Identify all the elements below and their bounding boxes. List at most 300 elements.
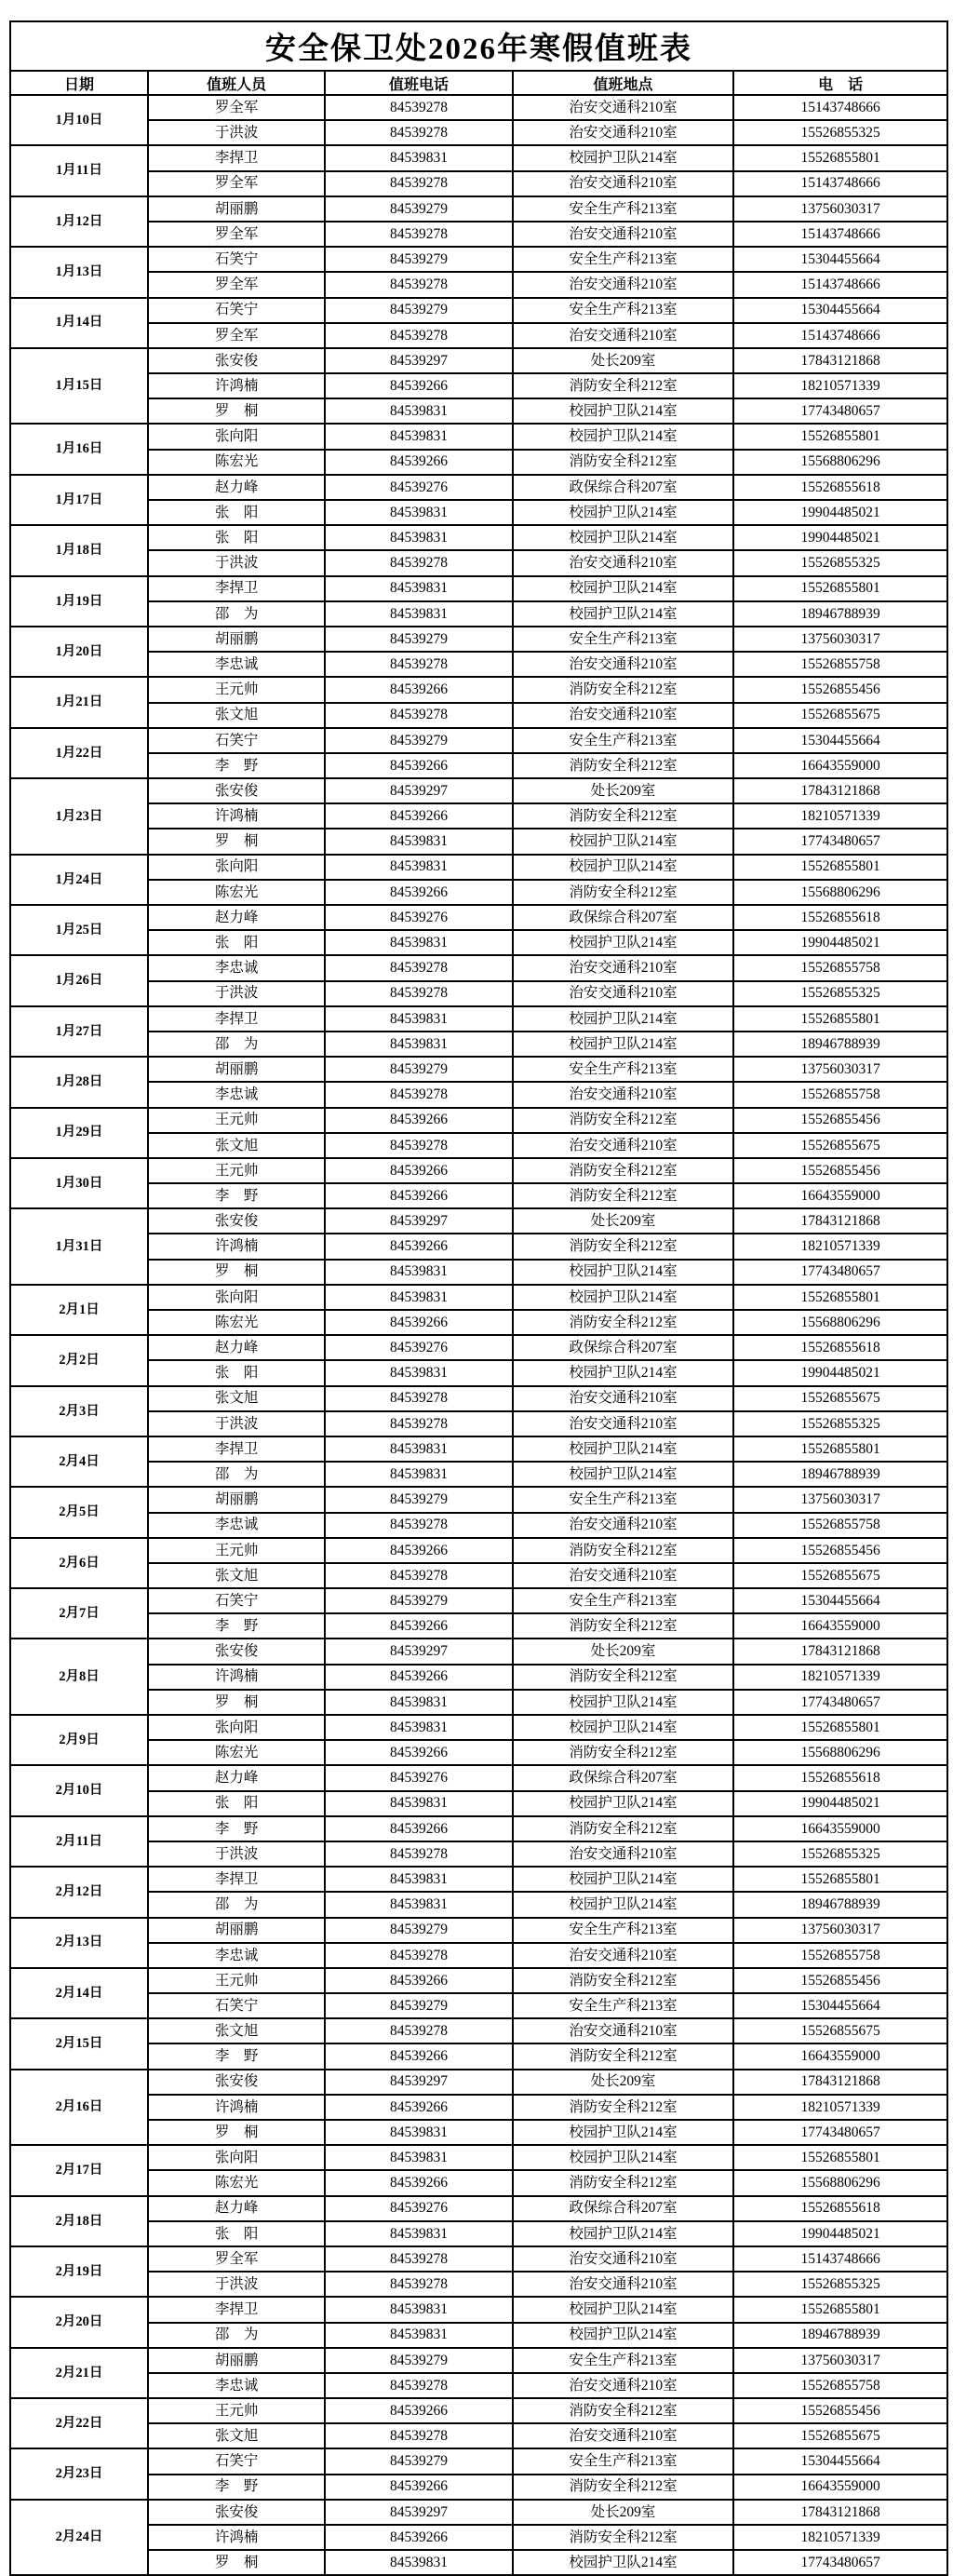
date-cell: 2月21日 (10, 2348, 148, 2398)
name-cell: 石笑宁 (148, 728, 325, 753)
table-row (10, 855, 947, 880)
duty-phone-cell: 84539278 (325, 1133, 512, 1158)
duty-phone-cell: 84539831 (325, 2145, 512, 2170)
name-cell: 张文旭 (148, 2018, 325, 2043)
phone-cell: 15304455664 (733, 2448, 947, 2474)
name-cell: 李 野 (148, 2043, 325, 2069)
table-row (10, 2525, 947, 2550)
phone-cell: 15526855675 (733, 703, 947, 728)
date-cell: 1月17日 (10, 475, 148, 525)
duty-phone-cell: 84539279 (325, 1918, 512, 1943)
table-row (10, 1690, 947, 1715)
location-cell: 安全生产科213室 (513, 196, 734, 222)
phone-cell: 18946788939 (733, 1462, 947, 1487)
location-cell: 治安交通科210室 (513, 2246, 734, 2272)
location-cell: 治安交通科210室 (513, 1563, 734, 1588)
table-row (10, 1816, 947, 1841)
table-row (10, 2550, 947, 2575)
duty-phone-cell: 84539297 (325, 348, 512, 373)
duty-phone-cell: 84539831 (325, 1892, 512, 1917)
duty-phone-cell: 84539266 (325, 1538, 512, 1563)
phone-cell: 15526855456 (733, 1158, 947, 1183)
duty-phone-cell: 84539276 (325, 1765, 512, 1790)
name-cell: 罗 桐 (148, 2550, 325, 2575)
duty-phone-cell: 84539831 (325, 1867, 512, 1892)
date-cell: 1月31日 (10, 1208, 148, 1285)
phone-cell: 17843121868 (733, 2070, 947, 2095)
location-cell: 校园护卫队214室 (513, 855, 734, 880)
duty-phone-cell: 84539831 (325, 2221, 512, 2246)
phone-cell: 19904485021 (733, 2221, 947, 2246)
duty-phone-cell: 84539266 (325, 2475, 512, 2500)
table-row (10, 2196, 947, 2221)
table-row (10, 373, 947, 398)
table-row (10, 500, 947, 525)
table-row (10, 1057, 947, 1082)
location-cell: 治安交通科210室 (513, 1386, 734, 1411)
date-cell: 2月3日 (10, 1386, 148, 1436)
duty-phone-cell: 84539831 (325, 2323, 512, 2348)
table-row (10, 576, 947, 601)
duty-phone-cell: 84539279 (325, 627, 512, 652)
name-cell: 李忠诚 (148, 955, 325, 980)
location-cell: 安全生产科213室 (513, 728, 734, 753)
duty-phone-cell: 84539279 (325, 196, 512, 222)
duty-phone-cell: 84539276 (325, 475, 512, 500)
name-cell: 胡丽鹏 (148, 627, 325, 652)
location-cell: 校园护卫队214室 (513, 1690, 734, 1715)
phone-cell: 15526855801 (733, 1715, 947, 1740)
duty-phone-cell: 84539831 (325, 2297, 512, 2322)
table-row (10, 348, 947, 373)
location-cell: 安全生产科213室 (513, 627, 734, 652)
duty-phone-cell: 84539266 (325, 1234, 512, 1259)
table-row (10, 2120, 947, 2145)
name-cell: 陈宏光 (148, 2170, 325, 2195)
duty-phone-cell: 84539278 (325, 171, 512, 196)
location-cell: 校园护卫队214室 (513, 500, 734, 525)
date-cell: 1月26日 (10, 955, 148, 1005)
name-cell: 王元帅 (148, 1108, 325, 1133)
duty-phone-cell: 84539831 (325, 398, 512, 424)
name-cell: 赵力峰 (148, 905, 325, 930)
name-cell: 张 阳 (148, 525, 325, 550)
table-row (10, 145, 947, 170)
location-cell: 治安交通科210室 (513, 955, 734, 980)
duty-phone-cell: 84539266 (325, 1158, 512, 1183)
phone-cell: 17743480657 (733, 829, 947, 854)
phone-cell: 15526855618 (733, 2196, 947, 2221)
location-cell: 消防安全科212室 (513, 1816, 734, 1841)
table-row (10, 1867, 947, 1892)
duty-phone-cell: 84539266 (325, 1183, 512, 1208)
location-cell: 处长209室 (513, 778, 734, 803)
table-row (10, 1082, 947, 1107)
phone-cell: 15526855456 (733, 1968, 947, 1993)
location-cell: 安全生产科213室 (513, 298, 734, 323)
name-cell: 罗 桐 (148, 1260, 325, 1285)
table-row (10, 550, 947, 575)
phone-cell: 13756030317 (733, 196, 947, 222)
name-cell: 张安俊 (148, 2500, 325, 2525)
location-cell: 校园护卫队214室 (513, 2323, 734, 2348)
table-row (10, 652, 947, 677)
table-row (10, 424, 947, 449)
date-cell: 2月19日 (10, 2246, 148, 2297)
phone-cell: 15526855758 (733, 1943, 947, 1968)
location-cell: 消防安全科212室 (513, 1183, 734, 1208)
location-cell: 校园护卫队214室 (513, 1462, 734, 1487)
date-cell: 1月29日 (10, 1108, 148, 1158)
table-row (10, 1513, 947, 1538)
table-row (10, 703, 947, 728)
location-cell: 安全生产科213室 (513, 2348, 734, 2373)
location-cell: 校园护卫队214室 (513, 1032, 734, 1057)
phone-cell: 15526855325 (733, 981, 947, 1006)
name-cell: 罗 桐 (148, 398, 325, 424)
phone-cell: 15143748666 (733, 95, 947, 120)
location-cell: 校园护卫队214室 (513, 1360, 734, 1385)
name-cell: 许鸿楠 (148, 1665, 325, 1690)
column-header-location: 值班地点 (513, 71, 734, 95)
location-cell: 消防安全科212室 (513, 1968, 734, 1993)
name-cell: 于洪波 (148, 1411, 325, 1436)
name-cell: 罗全军 (148, 171, 325, 196)
phone-cell: 17843121868 (733, 1208, 947, 1234)
table-row (10, 1918, 947, 1943)
duty-phone-cell: 84539831 (325, 1006, 512, 1032)
location-cell: 治安交通科210室 (513, 1411, 734, 1436)
phone-cell: 18946788939 (733, 601, 947, 627)
phone-cell: 15568806296 (733, 1310, 947, 1335)
name-cell: 罗全军 (148, 222, 325, 247)
location-cell: 消防安全科212室 (513, 803, 734, 829)
location-cell: 治安交通科210室 (513, 1943, 734, 1968)
duty-phone-cell: 84539266 (325, 880, 512, 905)
table-row (10, 1310, 947, 1335)
location-cell: 政保综合科207室 (513, 475, 734, 500)
name-cell: 张安俊 (148, 348, 325, 373)
table-row (10, 905, 947, 930)
name-cell: 王元帅 (148, 677, 325, 702)
phone-cell: 15526855801 (733, 424, 947, 449)
date-cell: 1月20日 (10, 627, 148, 677)
table-row (10, 1158, 947, 1183)
duty-phone-cell: 84539278 (325, 120, 512, 145)
name-cell: 于洪波 (148, 1841, 325, 1867)
phone-cell: 17743480657 (733, 1260, 947, 1285)
location-cell: 消防安全科212室 (513, 450, 734, 475)
phone-cell: 15526855801 (733, 2145, 947, 2170)
name-cell: 张 阳 (148, 1360, 325, 1385)
duty-phone-cell: 84539831 (325, 1360, 512, 1385)
table-row (10, 2373, 947, 2398)
duty-phone-cell: 84539831 (325, 2120, 512, 2145)
phone-cell: 15526855456 (733, 2398, 947, 2423)
phone-cell: 15526855618 (733, 1335, 947, 1360)
location-cell: 治安交通科210室 (513, 1841, 734, 1867)
table-row (10, 2018, 947, 2043)
name-cell: 王元帅 (148, 1538, 325, 1563)
name-cell: 张文旭 (148, 2423, 325, 2448)
table-row (10, 2272, 947, 2297)
name-cell: 邵 为 (148, 601, 325, 627)
date-cell: 1月12日 (10, 196, 148, 247)
duty-schedule-table (9, 20, 948, 2576)
location-cell: 消防安全科212室 (513, 2095, 734, 2120)
table-row (10, 829, 947, 854)
date-cell: 2月6日 (10, 1538, 148, 1588)
name-cell: 赵力峰 (148, 1765, 325, 1790)
phone-cell: 15526855675 (733, 1133, 947, 1158)
table-row (10, 1208, 947, 1234)
name-cell: 于洪波 (148, 550, 325, 575)
name-cell: 胡丽鹏 (148, 2348, 325, 2373)
duty-phone-cell: 84539266 (325, 803, 512, 829)
phone-cell: 15526855618 (733, 1765, 947, 1790)
name-cell: 张向阳 (148, 424, 325, 449)
phone-cell: 13756030317 (733, 627, 947, 652)
table-row (10, 398, 947, 424)
duty-phone-cell: 84539278 (325, 703, 512, 728)
duty-phone-cell: 84539297 (325, 778, 512, 803)
table-row (10, 171, 947, 196)
duty-phone-cell: 84539278 (325, 272, 512, 297)
duty-phone-cell: 84539266 (325, 1613, 512, 1639)
location-cell: 校园护卫队214室 (513, 576, 734, 601)
duty-phone-cell: 84539831 (325, 1690, 512, 1715)
location-cell: 消防安全科212室 (513, 880, 734, 905)
table-row (10, 1285, 947, 1310)
date-cell: 2月18日 (10, 2196, 148, 2246)
location-cell: 治安交通科210室 (513, 1082, 734, 1107)
location-cell: 治安交通科210室 (513, 550, 734, 575)
phone-cell: 18210571339 (733, 2095, 947, 2120)
phone-cell: 16643559000 (733, 753, 947, 778)
name-cell: 胡丽鹏 (148, 1057, 325, 1082)
phone-cell: 17743480657 (733, 2120, 947, 2145)
table-row (10, 1892, 947, 1917)
location-cell: 安全生产科213室 (513, 2448, 734, 2474)
phone-cell: 15526855758 (733, 1082, 947, 1107)
duty-phone-cell: 84539266 (325, 373, 512, 398)
location-cell: 安全生产科213室 (513, 1588, 734, 1613)
duty-phone-cell: 84539831 (325, 829, 512, 854)
phone-cell: 16643559000 (733, 1613, 947, 1639)
table-row (10, 1260, 947, 1285)
duty-phone-cell: 84539266 (325, 1740, 512, 1765)
location-cell: 安全生产科213室 (513, 1993, 734, 2018)
phone-cell: 13756030317 (733, 1487, 947, 1512)
name-cell: 石笑宁 (148, 247, 325, 272)
name-cell: 李捍卫 (148, 576, 325, 601)
phone-cell: 15304455664 (733, 1588, 947, 1613)
location-cell: 校园护卫队214室 (513, 2145, 734, 2170)
name-cell: 于洪波 (148, 981, 325, 1006)
name-cell: 王元帅 (148, 1158, 325, 1183)
location-cell: 处长209室 (513, 2070, 734, 2095)
phone-cell: 15526855801 (733, 1436, 947, 1462)
date-cell: 2月24日 (10, 2500, 148, 2576)
location-cell: 消防安全科212室 (513, 373, 734, 398)
location-cell: 治安交通科210室 (513, 1513, 734, 1538)
duty-phone-cell: 84539278 (325, 1513, 512, 1538)
phone-cell: 15526855618 (733, 475, 947, 500)
duty-phone-cell: 84539266 (325, 2170, 512, 2195)
name-cell: 张 阳 (148, 2221, 325, 2246)
duty-phone-cell: 84539831 (325, 525, 512, 550)
name-cell: 李 野 (148, 2475, 325, 2500)
duty-phone-cell: 84539831 (325, 1436, 512, 1462)
location-cell: 校园护卫队214室 (513, 2297, 734, 2322)
phone-cell: 13756030317 (733, 2348, 947, 2373)
name-cell: 李忠诚 (148, 2373, 325, 2398)
table-row (10, 2070, 947, 2095)
duty-phone-cell: 84539266 (325, 1968, 512, 1993)
location-cell: 治安交通科210室 (513, 703, 734, 728)
table-row (10, 1411, 947, 1436)
name-cell: 李 野 (148, 753, 325, 778)
phone-cell: 15526855801 (733, 1285, 947, 1310)
phone-cell: 15526855801 (733, 855, 947, 880)
duty-phone-cell: 84539831 (325, 1285, 512, 1310)
table-row (10, 1335, 947, 1360)
name-cell: 罗全军 (148, 95, 325, 120)
name-cell: 李捍卫 (148, 1867, 325, 1892)
name-cell: 李捍卫 (148, 1436, 325, 1462)
name-cell: 张文旭 (148, 1386, 325, 1411)
phone-cell: 16643559000 (733, 1183, 947, 1208)
phone-cell: 19904485021 (733, 500, 947, 525)
phone-cell: 18210571339 (733, 1665, 947, 1690)
location-cell: 校园护卫队214室 (513, 930, 734, 955)
duty-phone-cell: 84539276 (325, 2196, 512, 2221)
duty-phone-cell: 84539278 (325, 1082, 512, 1107)
date-cell: 1月25日 (10, 905, 148, 955)
column-header-duty-phone: 值班电话 (325, 71, 512, 95)
phone-cell: 18210571339 (733, 803, 947, 829)
phone-cell: 15304455664 (733, 728, 947, 753)
location-cell: 政保综合科207室 (513, 2196, 734, 2221)
table-row (10, 95, 947, 120)
location-cell: 校园护卫队214室 (513, 1867, 734, 1892)
phone-cell: 15526855325 (733, 1411, 947, 1436)
phone-cell: 15526855325 (733, 550, 947, 575)
date-cell: 2月8日 (10, 1639, 148, 1715)
name-cell: 李捍卫 (148, 1006, 325, 1032)
name-cell: 张向阳 (148, 2145, 325, 2170)
date-cell: 2月22日 (10, 2398, 148, 2448)
table-row (10, 2423, 947, 2448)
duty-phone-cell: 84539297 (325, 2500, 512, 2525)
date-cell: 2月17日 (10, 2145, 148, 2195)
phone-cell: 15526855456 (733, 677, 947, 702)
duty-phone-cell: 84539278 (325, 2423, 512, 2448)
date-cell: 1月16日 (10, 424, 148, 474)
phone-cell: 13756030317 (733, 1057, 947, 1082)
table-row (10, 1436, 947, 1462)
name-cell: 许鸿楠 (148, 2095, 325, 2120)
date-cell: 1月23日 (10, 778, 148, 855)
duty-phone-cell: 84539279 (325, 1487, 512, 1512)
name-cell: 张安俊 (148, 1208, 325, 1234)
table-row (10, 981, 947, 1006)
name-cell: 张文旭 (148, 703, 325, 728)
name-cell: 张向阳 (148, 1285, 325, 1310)
table-row (10, 627, 947, 652)
location-cell: 校园护卫队214室 (513, 145, 734, 170)
duty-phone-cell: 84539266 (325, 1108, 512, 1133)
name-cell: 邵 为 (148, 2323, 325, 2348)
name-cell: 石笑宁 (148, 2448, 325, 2474)
duty-phone-cell: 84539297 (325, 1208, 512, 1234)
location-cell: 校园护卫队214室 (513, 398, 734, 424)
name-cell: 许鸿楠 (148, 373, 325, 398)
table-row (10, 1791, 947, 1816)
table-row (10, 1993, 947, 2018)
column-header-row (10, 71, 947, 95)
location-cell: 治安交通科210室 (513, 2272, 734, 2297)
duty-phone-cell: 84539278 (325, 2246, 512, 2272)
phone-cell: 15526855675 (733, 2423, 947, 2448)
location-cell: 校园护卫队214室 (513, 424, 734, 449)
phone-cell: 16643559000 (733, 2043, 947, 2069)
table-row (10, 120, 947, 145)
name-cell: 赵力峰 (148, 2196, 325, 2221)
name-cell: 张 阳 (148, 930, 325, 955)
duty-phone-cell: 84539278 (325, 2018, 512, 2043)
phone-cell: 15526855456 (733, 1538, 947, 1563)
phone-cell: 13756030317 (733, 1918, 947, 1943)
name-cell: 邵 为 (148, 1032, 325, 1057)
date-cell: 2月15日 (10, 2018, 148, 2069)
name-cell: 张 阳 (148, 500, 325, 525)
location-cell: 校园护卫队214室 (513, 2120, 734, 2145)
duty-phone-cell: 84539266 (325, 2095, 512, 2120)
duty-phone-cell: 84539279 (325, 2348, 512, 2373)
duty-phone-cell: 84539831 (325, 576, 512, 601)
phone-cell: 16643559000 (733, 1816, 947, 1841)
duty-phone-cell: 84539831 (325, 930, 512, 955)
table-row (10, 2398, 947, 2423)
duty-phone-cell: 84539266 (325, 753, 512, 778)
date-cell: 1月10日 (10, 95, 148, 145)
duty-phone-cell: 84539278 (325, 222, 512, 247)
phone-cell: 15526855325 (733, 120, 947, 145)
name-cell: 张向阳 (148, 855, 325, 880)
date-cell: 1月30日 (10, 1158, 148, 1208)
location-cell: 消防安全科212室 (513, 2043, 734, 2069)
date-cell: 1月28日 (10, 1057, 148, 1107)
name-cell: 王元帅 (148, 1968, 325, 1993)
phone-cell: 15143748666 (733, 222, 947, 247)
location-cell: 消防安全科212室 (513, 2475, 734, 2500)
date-cell: 2月7日 (10, 1588, 148, 1639)
date-cell: 1月24日 (10, 855, 148, 905)
date-cell: 1月13日 (10, 247, 148, 297)
location-cell: 处长209室 (513, 2500, 734, 2525)
date-cell: 2月23日 (10, 2448, 148, 2499)
phone-cell: 18946788939 (733, 2323, 947, 2348)
table-row (10, 1563, 947, 1588)
name-cell: 罗全军 (148, 272, 325, 297)
name-cell: 陈宏光 (148, 880, 325, 905)
table-row (10, 753, 947, 778)
date-cell: 1月11日 (10, 145, 148, 196)
location-cell: 消防安全科212室 (513, 2398, 734, 2423)
phone-cell: 15526855758 (733, 2373, 947, 2398)
name-cell: 邵 为 (148, 1892, 325, 1917)
